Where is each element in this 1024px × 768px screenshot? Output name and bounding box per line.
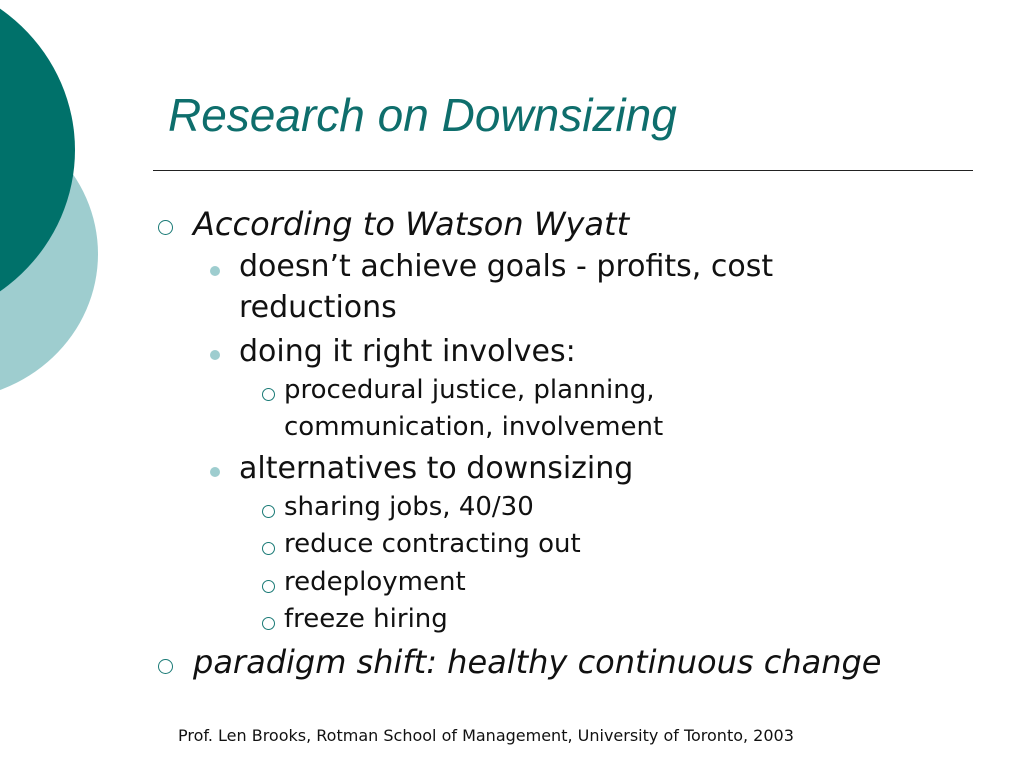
bullet-redeployment: redeployment [284,567,466,597]
hollow-circle-bullet-icon [262,542,275,555]
bullet-freeze-hiring: freeze hiring [284,604,448,634]
slide-footer: Prof. Len Brooks, Rotman School of Management, University of Toronto, 2003 [178,726,794,745]
hollow-circle-bullet-icon [158,659,173,674]
bullet-procedural-line2: communication, involvement [284,412,664,442]
hollow-circle-bullet-icon [158,220,173,235]
bullet-goals-line2: reductions [239,290,397,325]
bullet-alternatives: alternatives to downsizing [239,451,634,486]
bullet-doing-it-right: doing it right involves: [239,334,576,369]
bullet-goals-line1: doesn’t achieve goals - profits, cost [239,249,774,284]
dot-bullet-icon [210,467,220,477]
bullet-paradigm-shift: paradigm shift: healthy continuous change [193,643,882,681]
bullet-watson-wyatt: According to Watson Wyatt [193,205,630,243]
bullet-reduce-contracting: reduce contracting out [284,529,581,559]
slide-title: Research on Downsizing [168,89,677,141]
hollow-circle-bullet-icon [262,580,275,593]
hollow-circle-bullet-icon [262,617,275,630]
dot-bullet-icon [210,266,220,276]
hollow-circle-bullet-icon [262,505,275,518]
title-divider [153,170,973,171]
bullet-sharing-jobs: sharing jobs, 40/30 [284,492,534,522]
hollow-circle-bullet-icon [262,388,275,401]
dot-bullet-icon [210,350,220,360]
bullet-procedural-line1: procedural justice, planning, [284,375,655,405]
